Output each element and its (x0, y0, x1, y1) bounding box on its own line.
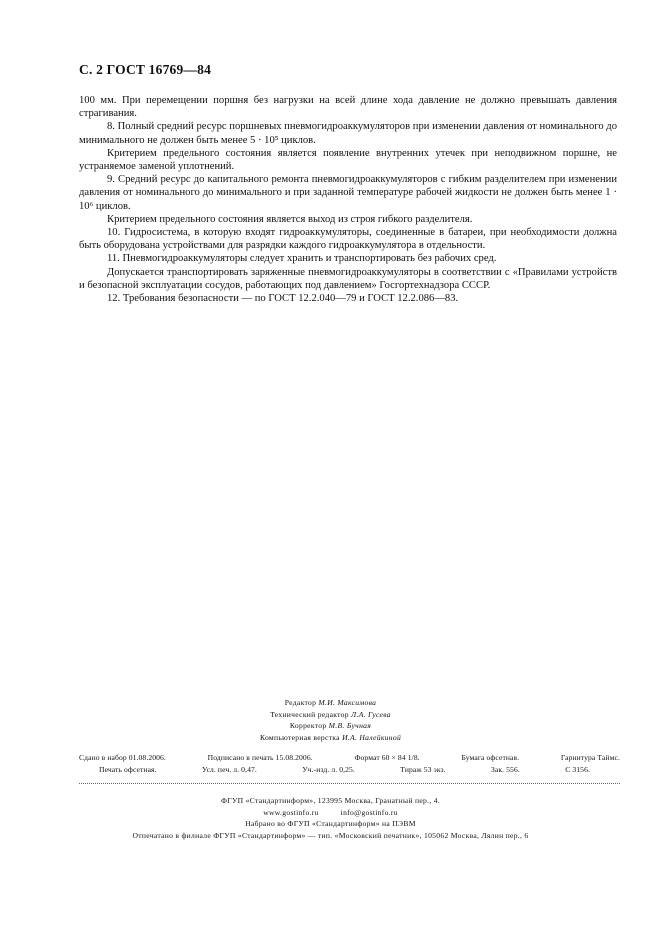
publishing-item: Подписано в печать 15.08.2006. (207, 753, 313, 762)
editor-line (0, 709, 661, 721)
publishing-item: Формат 60 × 84 1/8. (354, 753, 420, 762)
editor-line (0, 732, 661, 744)
publishing-item: Уч.-изд. л. 0,25. (302, 765, 355, 774)
page-header: С. 2 ГОСТ 16769—84 (79, 62, 212, 77)
paragraph-12: 12. Требования безопасности — по ГОСТ 12.2.040—79 и ГОСТ 12.2.086—83. (107, 293, 459, 305)
dotted-divider (79, 783, 620, 784)
paragraph-11-transport: Допускается транспортировать заряженные пневмогидроаккумуляторы в соответствии с «Правилами устройств и безопасной эксплуатации сосудов, работающих под давлением» Госгортехнадзора СССР. (79, 266, 617, 291)
publishing-item: Печать офсетная. (99, 765, 157, 774)
publishing-item: Бумага офсетная. (461, 753, 520, 762)
printing-note: Отпечатано в филиале ФГУП «Стандартинформ» — тип. «Московский печатник», 105062 Москва, Лялин пер., 6 (132, 830, 529, 840)
editor-role: Компьютерная верстка (259, 732, 340, 742)
paragraph-11: 11. Пневмогидроаккумуляторы следует хранить и транспортировать без рабочих сред. (107, 253, 497, 265)
editor-name: М.И. Максимова (318, 698, 377, 707)
publisher-contacts (0, 807, 661, 819)
editor-role: Технический редактор (270, 709, 349, 719)
publishing-item: Гарнитура Таймс. (560, 753, 620, 762)
document-body (79, 94, 617, 305)
editor-name: М.В. Бучная (328, 721, 372, 731)
editor-name: Л.А. Гусева (351, 709, 391, 719)
paragraph-10: 10. Гидросистема, в которую входят гидроаккумуляторы, соединенные в батареи, при необходимости должна быть оборудована устройствами для разрядки каждого гидроаккумулятора в отдельности. (79, 227, 617, 252)
publishing-row-1 (79, 752, 620, 764)
publishing-info (79, 752, 620, 776)
paragraph-8: 8. Полный средний ресурс поршневых пневмогидроаккумуляторов при изменении давления от номинального до минимального не должен быть менее 5 · 10⁵ циклов. (79, 121, 617, 146)
publishing-row-2 (79, 764, 620, 776)
publishing-item: Усл. печ. л. 0,47. (202, 765, 257, 774)
paragraph-continuation: 100 мм. При перемещении поршня без нагрузки на всей длине хода давление не должно превышать давления страгивания. (79, 95, 617, 120)
publisher-footer (0, 795, 661, 841)
publisher-address: ФГУП «Стандартинформ», 123995 Москва, Гранатный пер., 4. (220, 796, 441, 805)
typeset-note: Набрано во ФГУП «Стандартинформ» на ПЭВМ (245, 819, 416, 829)
paragraph-9: 9. Средний ресурс до капитального ремонта пневмогидроаккумуляторов с гибким разделителем при изменении давления от номинального до минимального и при заданной температуре рабочей жидкости не должен быть менее 1 · 10⁶ циклов. (79, 174, 617, 212)
paragraph-9-criterion: Критерием предельного состояния является выход из строя гибкого разделителя. (107, 213, 473, 225)
editor-line (0, 720, 661, 732)
editors-block (0, 697, 661, 743)
editor-line (0, 697, 661, 709)
publishing-item: С 3156. (565, 765, 590, 774)
publisher-website[interactable]: www.gostinfo.ru (263, 807, 319, 817)
editor-role: Корректор (289, 721, 327, 731)
editor-name: И.А. Налейкиной (342, 732, 402, 742)
publishing-item: Зак. 556. (491, 765, 520, 774)
editor-role: Редактор (284, 698, 317, 707)
paragraph-8-criterion: Критерием предельного состояния является появление внутренних утечек при неподвижном поршне, не устраняемое заменой уплотнений. (79, 147, 617, 173)
publishing-item: Сдано в набор 01.08.2006. (79, 753, 166, 762)
publisher-email[interactable]: info@gostinfo.ru (340, 807, 398, 817)
publishing-item: Тираж 53 экз. (400, 765, 446, 774)
